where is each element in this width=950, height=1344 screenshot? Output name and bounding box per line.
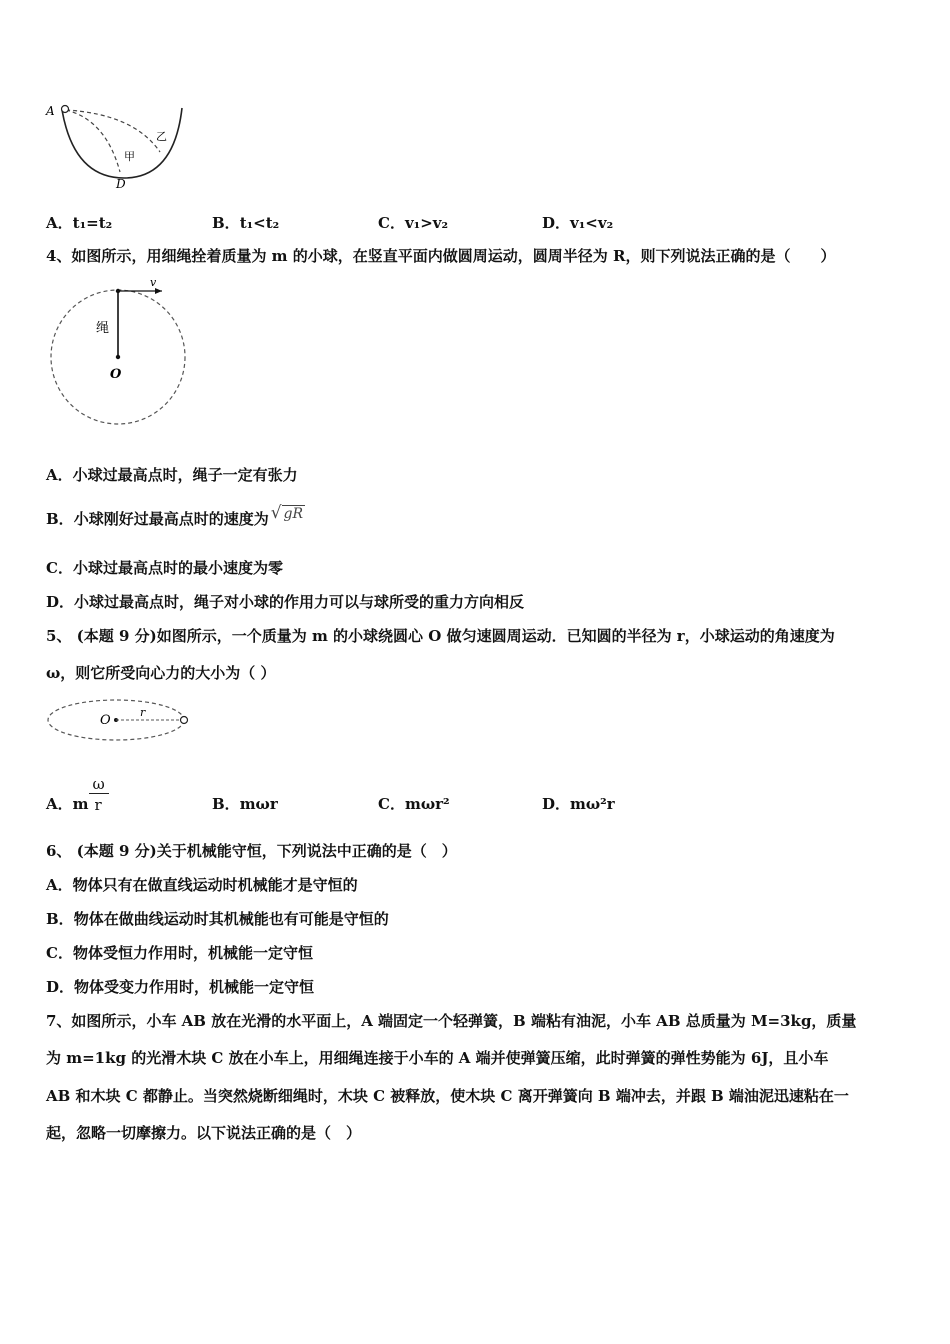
sqrt-sign: √ (270, 503, 282, 523)
q6-option-c: C．物体受恒力作用时，机械能一定守恒 (46, 944, 313, 962)
q5-option-a: A．m $\frac{\omega}{r}$ (46, 793, 111, 815)
q3-option-d: D．v₁<v₂ (542, 214, 614, 232)
q4-stem: 4、如图所示，用细绳拴着质量为 m 的小球，在竖直平面内做圆周运动，圆周半径为 R，则下列说法正确的是（ ） (46, 247, 836, 265)
label-o: O (110, 367, 122, 382)
fraction: $\frac{\omega}{r}$ (89, 795, 111, 815)
q6-option-d: D．物体受变力作用时，机械能一定守恒 (46, 978, 315, 996)
q6-stem: 6、 (本题 9 分)关于机械能守恒，下列说法中正确的是（ ） (46, 842, 457, 860)
q5-stem-line2: ω，则它所受向心力的大小为（ ） (46, 664, 276, 682)
q4-figure (44, 276, 204, 436)
q4-option-a: A．小球过最高点时，绳子一定有张力 (46, 466, 298, 484)
q4-option-d: D．小球过最高点时，绳子对小球的作用力可以与球所受的重力方向相反 (46, 593, 525, 611)
q7-line-1: 7、如图所示，小车 AB 放在光滑的水平面上，A 端固定一个轻弹簧，B 端粘有油泥，小车 AB 总质量为 M=3kg，质量 (46, 1012, 857, 1030)
q3-option-b: B．t₁<t₂ (212, 214, 280, 232)
q5-option-d: D．mω²r (542, 795, 615, 813)
ball (181, 717, 188, 724)
sqrt-formula: √ gR (270, 503, 304, 523)
path-yi (66, 110, 160, 152)
q3-option-a: A．t₁=t₂ (46, 214, 113, 232)
q3-option-c: C．v₁>v₂ (378, 214, 449, 232)
q7-line-4: 起，忽略一切摩擦力。以下说法正确的是（ ） (46, 1124, 362, 1142)
label-o: O (100, 713, 111, 728)
q5-option-c: C．mωr² (378, 795, 450, 813)
label-a: A (46, 104, 55, 118)
label-r: r (140, 706, 146, 719)
q5-figure (44, 696, 194, 750)
q7-line-2: 为 m=1kg 的光滑木块 C 放在小车上，用细绳连接于小车的 A 端并使弹簧压缩，此时弹簧的弹性势能为 6J，且小车 (46, 1049, 829, 1067)
label-rope: 绳 (96, 321, 110, 336)
q4-option-c: C．小球过最高点时的最小速度为零 (46, 559, 283, 577)
bowl-curve (62, 108, 182, 178)
center-dot (116, 355, 120, 359)
label-jia: 甲 (124, 150, 135, 163)
path-jia (66, 110, 120, 172)
q6-option-a: A．物体只有在做直线运动时机械能才是守恒的 (46, 876, 358, 894)
label-yi: 乙 (156, 130, 167, 143)
fraction-bar (89, 793, 109, 794)
q3-figure (44, 100, 194, 192)
label-v: v (150, 276, 157, 289)
q5-option-b: B．mωr (212, 795, 278, 813)
ball-a (62, 106, 69, 113)
q7-line-3: AB 和木块 C 都静止。当突然烧断细绳时，木块 C 被释放，使木块 C 离开弹簧向 B 端冲去，并跟 B 端油泥迅速粘在一 (46, 1087, 849, 1105)
label-d: D (116, 177, 126, 191)
q5-stem-line1: 5、 (本题 9 分)如图所示，一个质量为 m 的小球绕圆心 O 做匀速圆周运动．已知圆的半径为 r，小球运动的角速度为 (46, 627, 835, 645)
q6-option-b: B．物体在做曲线运动时其机械能也有可能是守恒的 (46, 910, 389, 928)
q4-option-b: B．小球刚好过最高点时的速度为 √ gR (46, 503, 304, 528)
